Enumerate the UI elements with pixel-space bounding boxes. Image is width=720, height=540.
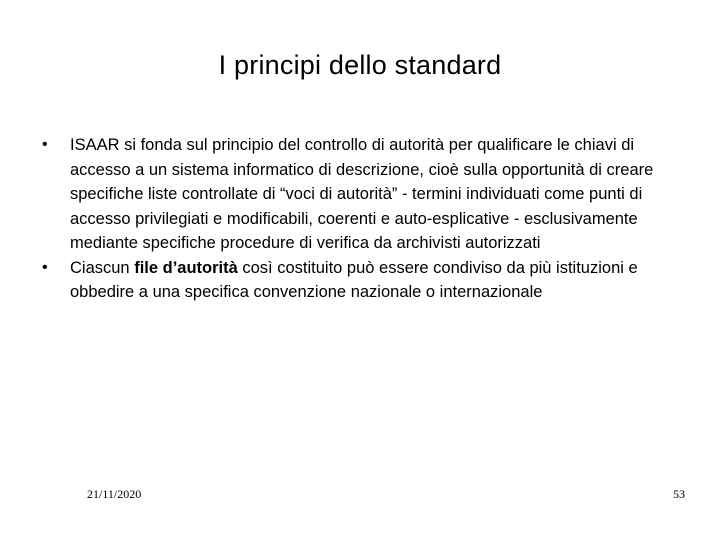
bullet-item xyxy=(40,133,660,256)
bullet-list xyxy=(40,133,660,305)
slide-title: I principi dello standard xyxy=(218,50,502,80)
bullet-marker: • xyxy=(42,136,48,153)
bullet-text-after: così costituito può essere condiviso da più istituzioni e obbedire a una specifica convenzione nazionale o internazionale xyxy=(70,258,638,301)
bullet-text-before: Ciascun xyxy=(70,258,135,277)
bullet-item xyxy=(40,256,660,305)
bullet-text: ISAAR si fonda sul principio del controllo di autorità per qualificare le chiavi di accesso a un sistema informatico di descrizione, cioè sulla opportunità di creare specifiche liste controllate di “voci di autorità” - termini individuati come punti di accesso privilegiati e modificabili, coerenti e auto-esplicative - esclusivamente mediante specifiche procedure di verifica da archivisti autorizzati xyxy=(70,136,654,252)
footer-date: 21/11/2020 xyxy=(87,487,142,501)
page-number: 53 xyxy=(673,487,685,501)
bullet-marker: • xyxy=(42,258,48,276)
bullet-text-bold: file d’autorità xyxy=(134,258,238,277)
